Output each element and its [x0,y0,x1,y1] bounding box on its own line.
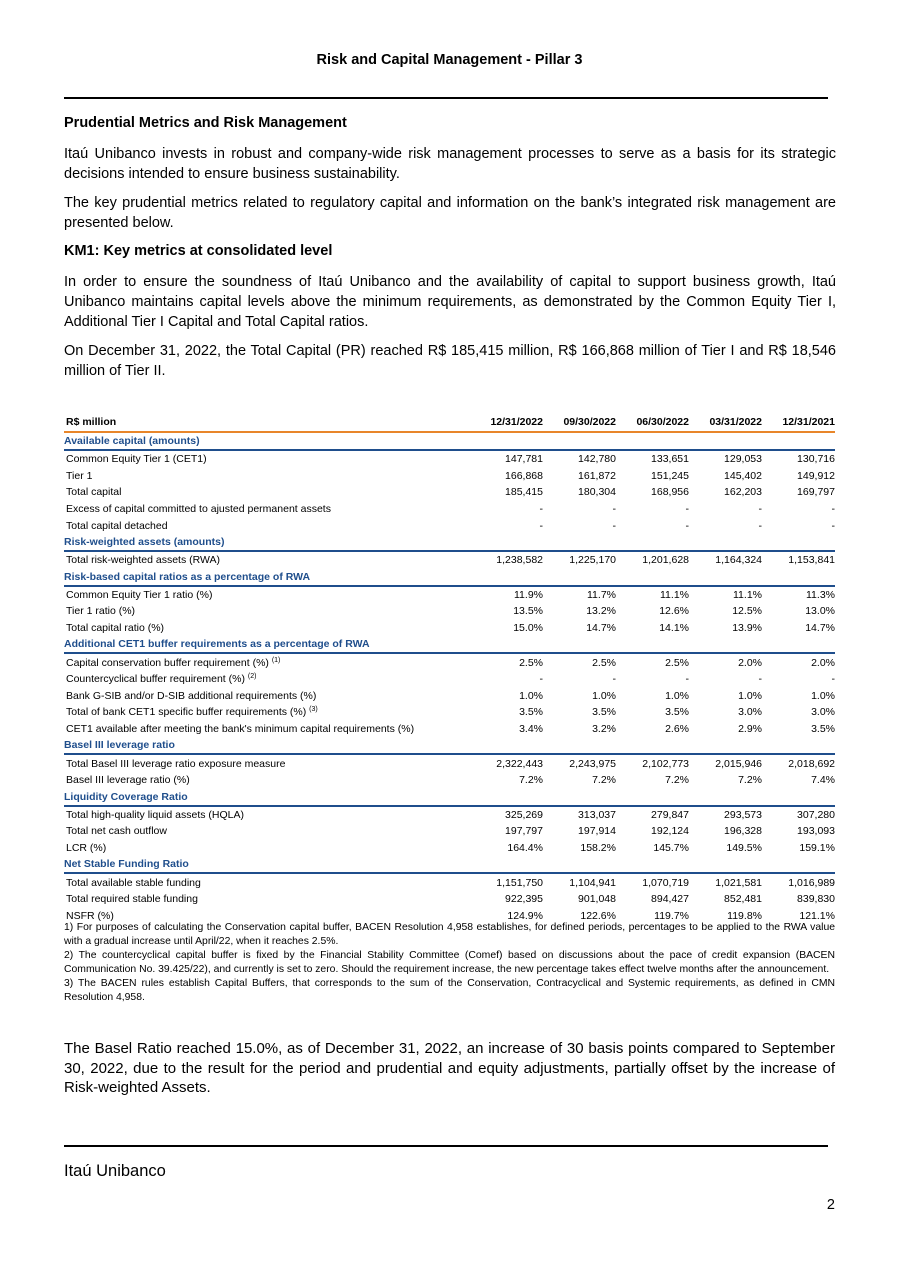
value-cell: 3.5% [592,706,616,719]
value-cell: 164.4% [507,841,543,854]
section-title: Available capital (amounts) [64,432,835,450]
value-cell: 161,872 [578,469,616,482]
value-cell: 149.5% [726,841,762,854]
value-cell: 12.6% [659,605,689,618]
table-row [64,891,835,908]
column-header: 12/31/2021 [762,413,835,432]
table-row [64,620,835,637]
value-cell: 1.0% [811,689,835,702]
table-row [64,517,835,534]
value-cell: 119.7% [654,909,689,922]
value-cell: 169,797 [797,486,835,499]
value-cell: 1,016,989 [788,876,835,889]
value-cell: 2,243,975 [569,757,616,770]
row-label-cell [64,620,470,637]
column-header: 03/31/2022 [689,413,762,432]
row-label-cell [64,450,470,468]
value-cell: 122.6% [580,909,616,922]
value-cell: 1.0% [519,689,543,702]
value-cell: 15.0% [513,622,543,635]
row-label-cell [64,754,470,772]
section-title: Risk-based capital ratios as a percentage of RWA [64,569,835,586]
value-cell: 2.5% [519,656,543,669]
table-section-header [64,856,835,873]
row-label: Tier 1 [66,469,93,482]
value-cell: 149,912 [797,469,835,482]
value-cell: 3.2% [592,723,616,736]
value-cell: 1,151,750 [496,876,543,889]
km1-metrics-table [64,413,835,924]
row-label: Total capital ratio (%) [66,622,165,635]
closing-paragraph: The Basel Ratio reached 15.0%, as of December 31, 2022, an increase of 30 basis points compared to September 30, 2022, due to the result for the period and prudential and equity adjustments, partially offset by the increase of Risk-weighted Assets. [64,1040,835,1096]
section-title: Liquidity Coverage Ratio [64,789,835,806]
value-cell: - [758,673,762,686]
value-cell: 7.2% [592,774,616,787]
footnote-ref: (2) [247,673,257,681]
value-cell: 147,781 [505,453,543,466]
value-cell: - [758,503,762,516]
row-label: LCR (%) [66,841,107,854]
km1-paragraph-1: In order to ensure the soundness of Itaú Unibanco and the availability of capital to support business growth, Itaú Unibanco maintains capital levels above the minimum requirements, as demonstrated by the Common Equity Tier I, Additional Tier I Capital and Total Capital ratios. [64,274,836,330]
value-cell: 1,164,324 [715,554,762,567]
column-header: 06/30/2022 [616,413,689,432]
value-cell: 3.4% [519,723,543,736]
table-section-header [64,737,835,754]
row-label: Bank G-SIB and/or D-SIB additional requirements (%) [66,689,317,702]
footnote-2: 2) The countercyclical capital buffer is fixed by the Financial Stability Committee (Comef) based on discussions about the pace of credit expansion (BACEN Communication No. 39.425/22), and currently is set to zero. Should the requirement increase, the new percentage takes effect twelve months after the announcement. [64,950,835,975]
value-cell: 2.0% [738,656,762,669]
footer-company-name: Itaú Unibanco [64,1162,166,1180]
row-label-cell [64,586,470,604]
value-cell: - [612,503,616,516]
value-cell: 11.9% [514,588,543,601]
value-cell: 166,868 [505,469,543,482]
value-cell: 196,328 [724,825,762,838]
value-cell: - [612,673,616,686]
table-row [64,704,835,721]
value-cell: 151,245 [651,469,689,482]
table-section-header [64,569,835,586]
row-label: Countercyclical buffer requirement (%) [66,673,245,686]
value-cell: 11.3% [806,588,835,601]
value-cell: - [685,519,689,532]
value-cell: 14.7% [586,622,616,635]
intro-paragraph-1: Itaú Unibanco invests in robust and company-wide risk management processes to serve as a basis for its strategic decisions intended to ensure business sustainability. [64,146,836,182]
table-row [64,840,835,857]
row-label: Total high-quality liquid assets (HQLA) [66,808,244,821]
table-row [64,721,835,738]
row-label-cell [64,721,470,738]
value-cell: 3.5% [519,706,543,719]
value-cell: 121.1% [799,909,835,922]
value-cell: 162,203 [724,486,762,499]
value-cell: 142,780 [578,453,616,466]
value-cell: 279,847 [651,808,689,821]
value-cell: 307,280 [797,808,835,821]
row-label-cell [64,517,470,534]
table-row [64,772,835,789]
value-cell: - [539,519,543,532]
footer-divider [64,1145,828,1147]
value-cell: 7.2% [665,774,689,787]
value-cell: 192,124 [651,825,689,838]
value-cell: 11.7% [587,588,616,601]
row-label: Tier 1 ratio (%) [66,605,136,618]
row-label: Total available stable funding [66,876,201,889]
table-row [64,688,835,705]
value-cell: 313,037 [578,808,616,821]
value-cell: 1,201,628 [642,554,689,567]
value-cell: - [612,519,616,532]
value-cell: 145.7% [653,841,689,854]
row-label-cell [64,603,470,620]
page-header-title: Risk and Capital Management - Pillar 3 [316,52,583,68]
value-cell: 1,225,170 [569,554,616,567]
row-label: Total of bank CET1 specific buffer requirements (%) [66,706,307,719]
value-cell: 158.2% [580,841,616,854]
value-cell: 197,914 [578,825,616,838]
value-cell: 3.0% [811,706,835,719]
table-row [64,484,835,501]
value-cell: - [539,503,543,516]
value-cell: 7.4% [811,774,835,787]
value-cell: 894,427 [651,893,689,906]
value-cell: - [685,503,689,516]
value-cell: 922,395 [505,893,543,906]
footnote-ref: (1) [271,656,281,664]
value-cell: 2.5% [592,656,616,669]
value-cell: 293,573 [724,808,762,821]
table-row [64,501,835,518]
row-label-cell [64,551,470,569]
value-cell: 14.1% [659,622,689,635]
row-label-cell [64,704,470,721]
footnote-3: 3) The BACEN rules establish Capital Buffers, that corresponds to the sum of the Conservation, Contracyclical and Systemic requirements, as defined in CMN Resolution 4,958. [64,978,835,1003]
value-cell: 124.9% [507,909,543,922]
row-label: CET1 available after meeting the bank's minimum capital requirements (%) [66,723,415,736]
table-row [64,806,835,824]
row-label-cell [64,484,470,501]
table-row [64,603,835,620]
table-row [64,586,835,604]
row-label: Total capital detached [66,519,168,532]
table-row [64,823,835,840]
value-cell: 2,102,773 [642,757,689,770]
row-label: Capital conservation buffer requirement (%) [66,656,269,669]
value-cell: 180,304 [578,486,616,499]
value-cell: 2.9% [738,723,762,736]
footnotes [64,921,835,1005]
value-cell: 193,093 [797,825,835,838]
table-row [64,653,835,671]
value-cell: 2,322,443 [496,757,543,770]
value-cell: 129,053 [724,453,762,466]
section-title: Risk-weighted assets (amounts) [64,534,835,551]
table-row [64,551,835,569]
value-cell: 1,238,582 [496,554,543,567]
table-row [64,873,835,891]
header-divider [64,97,828,99]
value-cell: 14.7% [805,622,835,635]
value-cell: - [831,503,835,516]
row-label: Excess of capital committed to ajusted permanent assets [66,503,331,516]
value-cell: 130,716 [797,453,835,466]
section-title: Net Stable Funding Ratio [64,856,835,873]
value-cell: 13.5% [513,605,543,618]
row-label: NSFR (%) [66,909,114,922]
value-cell: 185,415 [505,486,543,499]
value-cell: 133,651 [651,453,689,466]
row-label: Common Equity Tier 1 ratio (%) [66,588,213,601]
intro-content [64,114,836,390]
table-section-header [64,636,835,653]
row-label-cell [64,873,470,891]
value-cell: 197,797 [505,825,543,838]
value-cell: 119.8% [727,909,762,922]
value-cell: 3.5% [665,706,689,719]
value-cell: 1.0% [665,689,689,702]
value-cell: 1,070,719 [642,876,689,889]
value-cell: 13.2% [586,605,616,618]
value-cell: 1.0% [738,689,762,702]
row-label-cell [64,823,470,840]
value-cell: 1.0% [592,689,616,702]
value-cell: 1,153,841 [788,554,835,567]
footnote-1: 1) For purposes of calculating the Conservation capital buffer, BACEN Resolution 4,958 establishes, for defined periods, percentages to be applied to the RWA value with a gradual increase until April/22, when it reaches 2.5%. [64,922,835,947]
value-cell: 2.6% [665,723,689,736]
row-label: Total net cash outflow [66,825,167,838]
value-cell: 168,956 [651,486,689,499]
value-cell: 11.1% [733,588,762,601]
value-cell: 2,015,946 [715,757,762,770]
value-cell: 13.0% [805,605,835,618]
row-label: Total capital [66,486,122,499]
table-section-header [64,432,835,450]
value-cell: 1,104,941 [569,876,616,889]
page-number: 2 [826,1197,835,1213]
column-header: 09/30/2022 [543,413,616,432]
km1-paragraph-2: On December 31, 2022, the Total Capital (PR) reached R$ 185,415 million, R$ 166,868 million of Tier I and R$ 18,546 million of Tier II. [64,343,836,379]
row-label-cell [64,653,470,671]
value-cell: - [539,673,543,686]
value-cell: 159.1% [799,841,835,854]
row-label: Basel III leverage ratio (%) [66,774,190,787]
table-section-header [64,789,835,806]
value-cell: 325,269 [505,808,543,821]
value-cell: - [831,673,835,686]
column-header: 12/31/2022 [470,413,543,432]
table-header-row [64,413,835,432]
row-label-cell [64,671,470,688]
row-label-cell [64,772,470,789]
table-row [64,450,835,468]
value-cell: 901,048 [578,893,616,906]
row-label-cell [64,806,470,824]
value-cell: 2.5% [665,656,689,669]
table-row [64,468,835,485]
value-cell: 7.2% [519,774,543,787]
value-cell: - [685,673,689,686]
row-label: Common Equity Tier 1 (CET1) [66,453,207,466]
row-label: Total risk-weighted assets (RWA) [66,554,221,567]
row-label-cell [64,840,470,857]
row-label-cell [64,688,470,705]
section-heading-prudential: Prudential Metrics and Risk Management [64,115,347,131]
row-label: Total required stable funding [66,893,198,906]
section-title: Additional CET1 buffer requirements as a percentage of RWA [64,636,835,653]
table-row [64,754,835,772]
value-cell: 3.5% [811,723,835,736]
value-cell: 2,018,692 [788,757,835,770]
row-label-cell [64,891,470,908]
value-cell: 11.1% [660,588,689,601]
section-title: Basel III leverage ratio [64,737,835,754]
row-label: Total Basel III leverage ratio exposure measure [66,757,286,770]
table-row [64,671,835,688]
row-label-cell [64,501,470,518]
intro-paragraph-2: The key prudential metrics related to regulatory capital and information on the bank’s integrated risk management are presented below. [64,195,836,231]
value-cell: 7.2% [738,774,762,787]
value-cell: 13.9% [732,622,762,635]
value-cell: 145,402 [724,469,762,482]
footnote-ref: (3) [309,706,318,714]
value-cell: 12.5% [732,605,762,618]
value-cell: 2.0% [811,656,835,669]
value-cell: 839,830 [797,893,835,906]
value-cell: 852,481 [724,893,762,906]
table-body [64,432,835,924]
value-cell: - [831,519,835,532]
row-label-cell [64,468,470,485]
value-cell: 3.0% [738,706,762,719]
value-cell: - [758,519,762,532]
table-section-header [64,534,835,551]
value-cell: 1,021,581 [715,876,762,889]
section-heading-km1: KM1: Key metrics at consolidated level [64,243,333,259]
unit-label: R$ million [64,413,470,432]
